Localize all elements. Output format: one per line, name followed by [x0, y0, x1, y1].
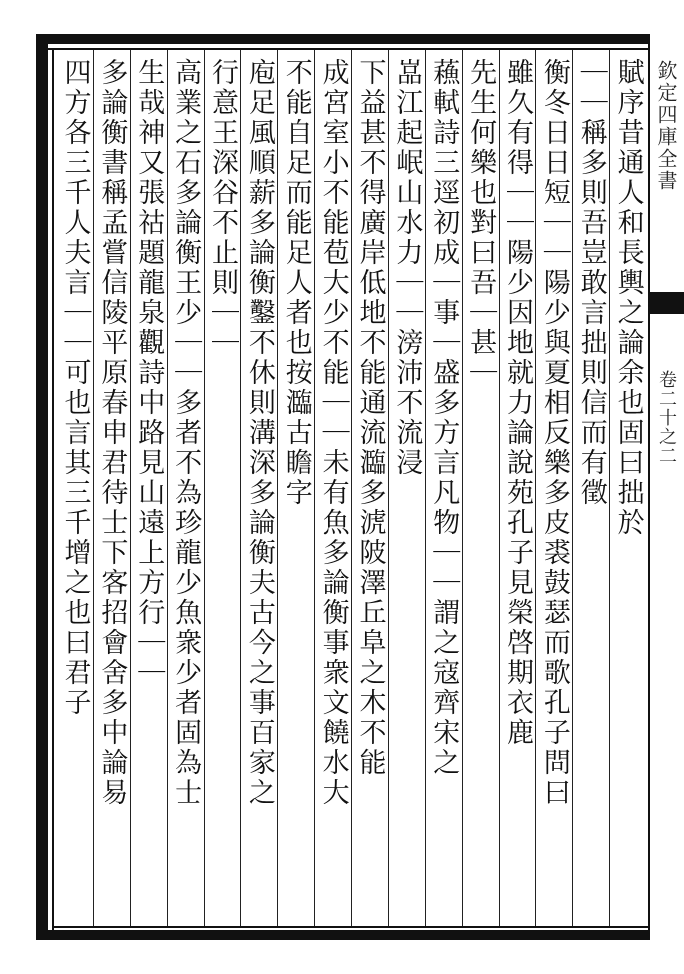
frame-border-bottom-inner: [52, 926, 648, 928]
text-column: 高業之石多論衡王少｜｜多者不為珍龍少魚衆少者固為士: [170, 58, 202, 808]
text-column: ｜｜稱多則吾豈敢言拙則信而有徵: [575, 58, 607, 508]
fold-book-title: 欽定四庫全書: [654, 60, 678, 192]
text-column: 衡冬日日短｜｜陽少與夏相反樂多皮裘鼓瑟而歌孔子問曰: [538, 58, 570, 808]
frame-border-top-inner: [48, 48, 648, 50]
text-column: 嵓江起岷山水力｜｜滂沛不流浸: [391, 58, 423, 478]
text-column: 雖久有得｜｜陽少因地就力論說苑孔子見榮啓期衣鹿: [501, 58, 533, 748]
text-column: 多論衡書稱孟嘗信陵平原春申君待士下客招會舍多中論易: [96, 58, 128, 808]
fold-divider: [648, 34, 650, 940]
text-column: 生哉神又張祜題龍泉觀詩中路見山遠上方行｜｜: [133, 58, 165, 688]
text-column: 成宮室小不能苞大少不能｜｜未有魚多論衡事衆文饒水大: [317, 58, 349, 808]
text-column: 行意王深谷不止則｜｜: [206, 58, 238, 358]
text-column: 先生何樂也對曰吾｜甚｜: [465, 58, 497, 388]
frame-border-left: [36, 34, 48, 940]
fold-fish-tail-mark: [648, 292, 684, 314]
frame-border-top: [36, 34, 648, 44]
text-column: 蘓軾詩三逕初成｜事｜盛多方言凡物｜｜謂之寇齊宋之: [428, 58, 460, 778]
text-column: 不能自足而能足人者也按瀶古瞻字: [280, 58, 312, 508]
text-column: 賦序昔通人和長輿之論余也固曰拙於: [612, 58, 644, 538]
text-column: 庖足風順薪多論衡鑿不休則溝深多論衡夫古今之事百家之: [243, 58, 275, 808]
text-column: 四方各三千人夫言｜｜可也言其三千增之也曰君子: [59, 58, 91, 718]
fold-volume-label: 卷二十之二: [656, 370, 677, 465]
text-column: 下益甚不得廣岸低地不能通流瀶多淲陂澤丘阜之木不能: [354, 58, 386, 778]
frame-border-bottom: [36, 930, 648, 940]
